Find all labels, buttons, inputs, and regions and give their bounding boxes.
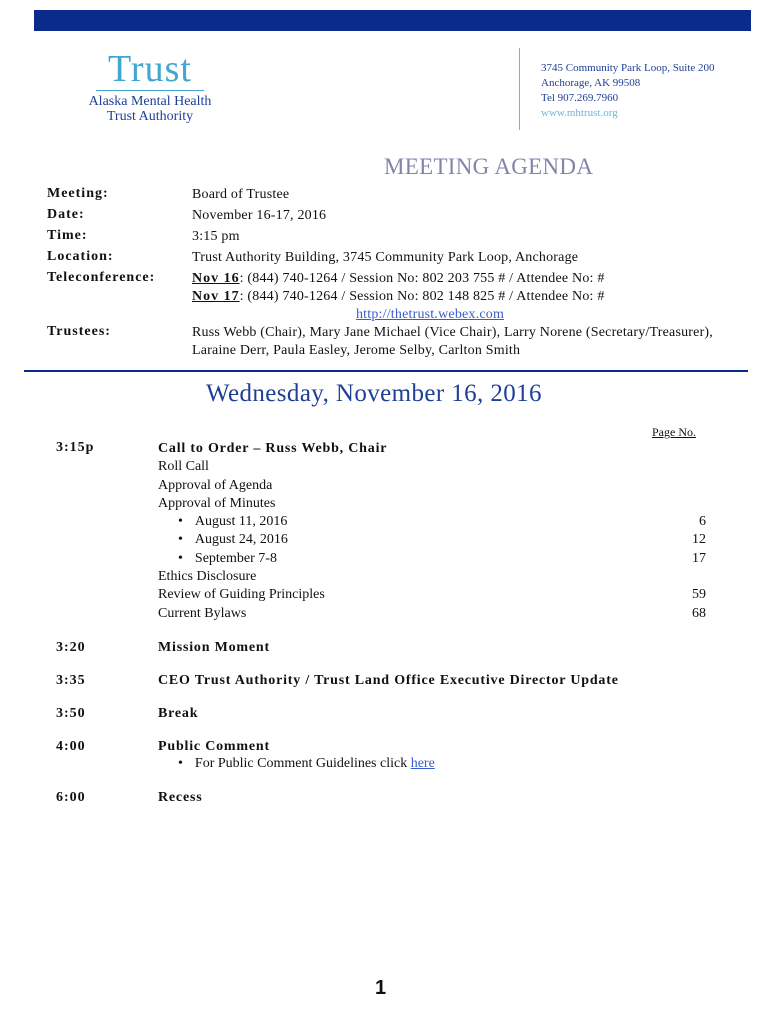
nov17-label: Nov 17: [192, 289, 240, 304]
time-value: 3:15 pm: [192, 229, 240, 244]
nov16-text: : (844) 740-1264 / Session No: 802 203 755 # / Attendee No: #: [239, 271, 605, 286]
date-row: [47, 207, 737, 225]
recess: Recess: [158, 790, 203, 806]
nov16-line: [192, 270, 737, 288]
address-phone: Tel 907.269.7960: [541, 92, 619, 104]
page-no-header: Page No.: [652, 425, 696, 439]
header-divider: [519, 48, 520, 130]
minutes-sep: • September 7-8 17: [158, 550, 706, 568]
logo-rule: [96, 90, 204, 91]
meeting-row: [47, 186, 737, 204]
trustees-row: [47, 324, 737, 360]
schedule-item-call-to-order: [56, 440, 706, 623]
ethics-disclosure: Ethics Disclosure: [158, 569, 257, 585]
top-banner-bar: [34, 10, 751, 31]
nov17-line: [192, 288, 737, 306]
address-block: [541, 61, 715, 121]
schedule-time: 4:00: [56, 738, 86, 754]
page-number: 1: [375, 977, 387, 999]
logo-line-2: Trust Authority: [106, 109, 194, 124]
meeting-value: Board of Trustee: [192, 187, 290, 202]
break: Break: [158, 705, 199, 721]
guiding-principles: Review of Guiding Principles 59: [158, 586, 706, 604]
schedule-item-public-comment: [56, 739, 706, 773]
minutes-aug-11: • August 11, 2016 6: [158, 513, 706, 531]
time-label: Time:: [47, 228, 88, 243]
schedule-time: 3:20: [56, 639, 86, 655]
section-divider: [24, 370, 748, 372]
call-to-order-heading: Call to Order – Russ Webb, Chair: [158, 441, 388, 456]
teleconference-label: Teleconference:: [47, 270, 156, 285]
webex-link[interactable]: http://thetrust.webex.com: [355, 307, 505, 322]
schedule-time: 3:50: [56, 705, 86, 721]
trustees-value: Russ Webb (Chair), Mary Jane Michael (Vice Chair), Larry Norene (Secretary/Treasurer), Laraine Derr, Paula Easley, Jerome Selby, Carlton Smith: [192, 325, 713, 358]
schedule-item-recess: [56, 790, 706, 806]
agenda-title: MEETING AGENDA: [384, 154, 594, 179]
location-value: Trust Authority Building, 3745 Community Park Loop, Anchorage: [192, 250, 579, 265]
approval-of-agenda: Approval of Agenda: [158, 477, 273, 493]
date-label: Date:: [47, 207, 85, 222]
trustees-label: Trustees:: [47, 324, 111, 339]
schedule-item-ceo: [56, 673, 706, 689]
current-bylaws: Current Bylaws 68: [158, 605, 706, 623]
trust-logo: [70, 50, 230, 124]
approval-of-minutes: Approval of Minutes: [158, 495, 276, 511]
page-number-ref: 59: [692, 587, 706, 603]
minutes-aug-24: • August 24, 2016 12: [158, 531, 706, 549]
schedule-item-mission: [56, 640, 706, 656]
schedule-time: 6:00: [56, 790, 86, 806]
public-comment: Public Comment: [158, 738, 270, 754]
schedule-item-break: [56, 706, 706, 722]
public-comment-guidelines: • For Public Comment Guidelines click here: [158, 755, 706, 773]
address-city: Anchorage, AK 99508: [541, 77, 641, 89]
nov17-text: : (844) 740-1264 / Session No: 802 148 825 # / Attendee No: #: [239, 289, 605, 304]
meeting-label: Meeting:: [47, 186, 109, 201]
address-street: 3745 Community Park Loop, Suite 200: [541, 62, 715, 74]
time-row: [47, 228, 737, 246]
roll-call: Roll Call: [158, 459, 209, 475]
ceo-update: CEO Trust Authority / Trust Land Office Executive Director Update: [158, 672, 619, 688]
meeting-details: [47, 186, 737, 360]
schedule-time: 3:15p: [56, 440, 95, 455]
mission-moment: Mission Moment: [158, 639, 270, 655]
page-number-ref: 12: [692, 532, 706, 548]
logo-line-1: Alaska Mental Health: [88, 94, 212, 109]
date-value: November 16-17, 2016: [192, 208, 327, 223]
day-heading: Wednesday, November 16, 2016: [206, 380, 542, 407]
location-row: [47, 249, 737, 267]
address-website[interactable]: www.mhtrust.org: [541, 107, 618, 119]
teleconference-row: [47, 270, 737, 324]
location-label: Location:: [47, 249, 114, 264]
nov16-label: Nov 16: [192, 271, 240, 286]
schedule: [56, 440, 706, 806]
logo-title: Trust: [108, 48, 192, 90]
teleconference-value: [192, 270, 737, 324]
page-number-ref: 17: [692, 550, 706, 566]
page-number-ref: 68: [692, 605, 706, 621]
public-comment-link[interactable]: here: [410, 755, 435, 771]
schedule-time: 3:35: [56, 672, 86, 688]
page-number-ref: 6: [699, 514, 706, 530]
